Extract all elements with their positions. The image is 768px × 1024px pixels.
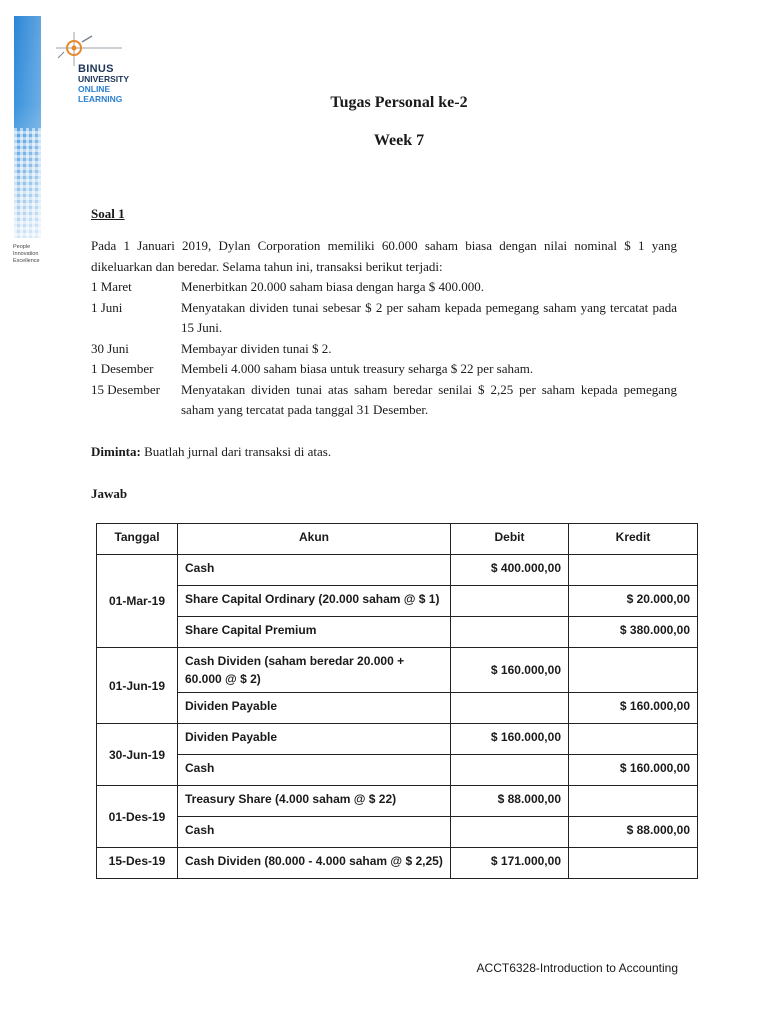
table-row bbox=[97, 693, 698, 724]
brand-side-strip bbox=[14, 16, 41, 238]
answer-label: Jawab bbox=[91, 486, 128, 501]
entry-debit bbox=[451, 617, 569, 648]
table-row bbox=[97, 786, 698, 817]
journal-table bbox=[96, 523, 698, 879]
instruction bbox=[91, 442, 677, 463]
table-header-row bbox=[97, 524, 698, 555]
logo-line: ONLINE bbox=[78, 84, 111, 94]
document-week: Week 7 bbox=[373, 132, 425, 149]
entry-credit: $ 88.000,00 bbox=[569, 817, 698, 848]
column-header-debit: Debit bbox=[451, 524, 569, 555]
column-header-account: Akun bbox=[178, 524, 451, 555]
table-row bbox=[97, 555, 698, 586]
entry-debit: $ 160.000,00 bbox=[451, 724, 569, 755]
table-row bbox=[97, 724, 698, 755]
transaction-item bbox=[91, 339, 677, 360]
transaction-date: 1 Maret bbox=[91, 279, 132, 294]
instruction-label: Diminta: bbox=[91, 444, 141, 459]
entry-debit bbox=[451, 755, 569, 786]
table-row bbox=[97, 648, 698, 693]
table-row bbox=[97, 848, 698, 879]
entry-debit: $ 171.000,00 bbox=[451, 848, 569, 879]
entry-credit: $ 160.000,00 bbox=[569, 693, 698, 724]
transaction-desc: Menerbitkan 20.000 saham biasa dengan harga $ 400.000. bbox=[181, 279, 485, 294]
logo-line: LEARNING bbox=[78, 94, 123, 104]
transaction-date: 1 Desember bbox=[91, 361, 154, 376]
transaction-desc: Membayar dividen tunai $ 2. bbox=[181, 340, 332, 356]
page-footer: ACCT6328-Introduction to Accounting bbox=[476, 961, 678, 975]
entry-credit bbox=[569, 848, 698, 879]
transaction-item bbox=[91, 277, 677, 298]
entry-credit: $ 380.000,00 bbox=[569, 617, 698, 648]
transaction-desc: Menyatakan dividen tunai atas saham beredar senilai $ 2,25 per saham kepada pemegang saham yang tercatat pada tanggal 31 Desember. bbox=[181, 381, 677, 417]
instruction-text: Buatlah jurnal dari transaksi di atas. bbox=[140, 444, 332, 459]
entry-date: 01-Des-19 bbox=[97, 786, 178, 848]
brand-tagline bbox=[13, 244, 73, 265]
entry-date: 30-Jun-19 bbox=[97, 724, 178, 786]
entry-credit bbox=[569, 555, 698, 586]
logo-line: UNIVERSITY bbox=[78, 74, 130, 84]
entry-account: Cash bbox=[178, 755, 451, 786]
question-label: Soal 1 bbox=[91, 206, 125, 221]
question-intro: Pada 1 Januari 2019, Dylan Corporation memiliki 60.000 saham biasa dengan nilai nominal $ 1 yang dikeluarkan dan beredar. Selama tahun ini, transaksi berikut terjadi: bbox=[91, 238, 677, 274]
entry-credit bbox=[569, 648, 698, 693]
transaction-list bbox=[91, 277, 677, 421]
tagline-line: Excellence bbox=[13, 258, 40, 264]
logo-line: BINUS bbox=[78, 63, 114, 75]
entry-account: Share Capital Ordinary (20.000 saham @ $ 1) bbox=[178, 586, 451, 617]
transaction-date: 30 Juni bbox=[91, 340, 129, 356]
tagline-line: Innovation bbox=[13, 251, 39, 257]
entry-account: Dividen Payable bbox=[178, 693, 451, 724]
document-title: Tugas Personal ke-2 bbox=[330, 94, 468, 111]
entry-account: Cash bbox=[178, 817, 451, 848]
entry-debit: $ 400.000,00 bbox=[451, 555, 569, 586]
transaction-item bbox=[91, 380, 677, 421]
entry-credit: $ 20.000,00 bbox=[569, 586, 698, 617]
entry-debit bbox=[451, 693, 569, 724]
column-header-credit: Kredit bbox=[569, 524, 698, 555]
entry-debit bbox=[451, 817, 569, 848]
transaction-desc: Menyatakan dividen tunai sebesar $ 2 per saham kepada pemegang saham yang tercatat pada 15 Juni. bbox=[181, 299, 677, 335]
transaction-item bbox=[91, 359, 677, 380]
entry-date: 01-Mar-19 bbox=[97, 555, 178, 648]
entry-account: Share Capital Premium bbox=[178, 617, 451, 648]
entry-credit bbox=[569, 724, 698, 755]
entry-account: Cash Dividen (saham beredar 20.000 + 60.000 @ $ 2) bbox=[178, 648, 451, 693]
table-row bbox=[97, 817, 698, 848]
column-header-date: Tanggal bbox=[97, 524, 178, 555]
entry-account: Cash bbox=[178, 555, 451, 586]
transaction-item bbox=[91, 298, 677, 339]
entry-date: 15-Des-19 bbox=[97, 848, 178, 879]
table-row bbox=[97, 755, 698, 786]
entry-account: Dividen Payable bbox=[178, 724, 451, 755]
entry-account: Treasury Share (4.000 saham @ $ 22) bbox=[178, 786, 451, 817]
tagline-line: People bbox=[13, 244, 31, 250]
entry-debit: $ 88.000,00 bbox=[451, 786, 569, 817]
table-row bbox=[97, 586, 698, 617]
entry-debit bbox=[451, 586, 569, 617]
entry-date: 01-Jun-19 bbox=[97, 648, 178, 724]
transaction-date: 1 Juni bbox=[91, 299, 123, 315]
table-row bbox=[97, 617, 698, 648]
entry-account: Cash Dividen (80.000 - 4.000 saham @ $ 2,25) bbox=[178, 848, 451, 879]
transaction-date: 15 Desember bbox=[91, 381, 160, 397]
entry-debit: $ 160.000,00 bbox=[451, 648, 569, 693]
entry-credit: $ 160.000,00 bbox=[569, 755, 698, 786]
transaction-desc: Membeli 4.000 saham biasa untuk treasury seharga $ 22 per saham. bbox=[181, 361, 534, 376]
entry-credit bbox=[569, 786, 698, 817]
